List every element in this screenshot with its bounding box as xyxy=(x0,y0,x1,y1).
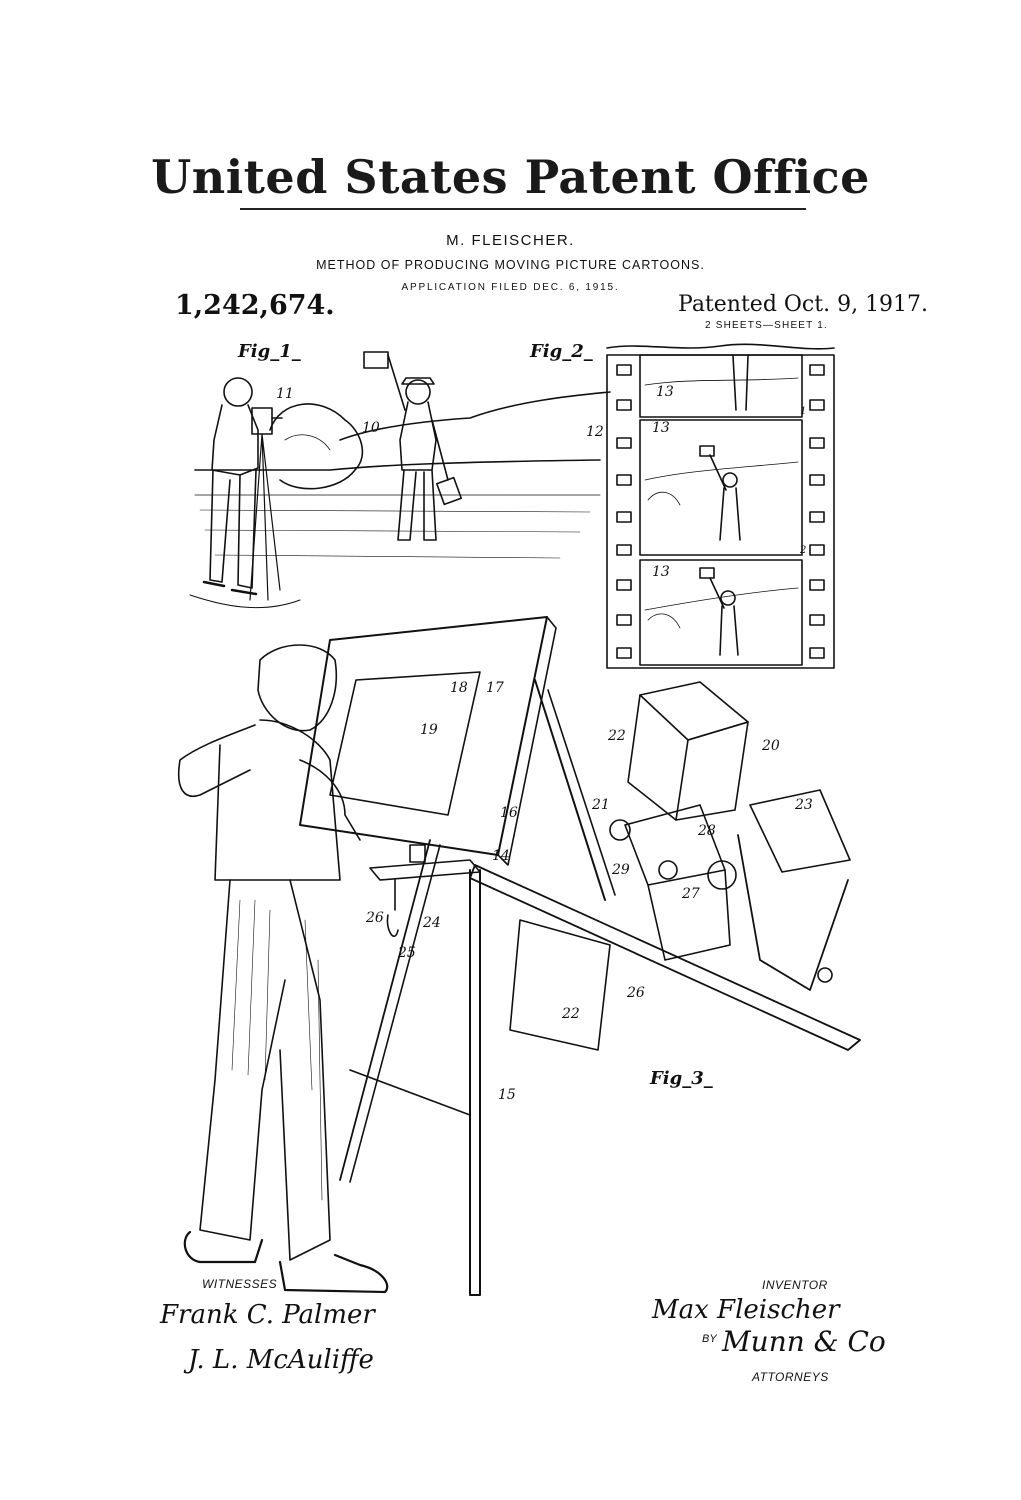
ref-26-a: 26 xyxy=(366,910,384,926)
cameraman-body xyxy=(212,405,258,475)
ref-15: 15 xyxy=(498,1087,516,1103)
fig2-label: Fig_2_ xyxy=(530,341,593,362)
ref-22-b: 22 xyxy=(562,1006,580,1022)
flag-raised xyxy=(364,352,388,368)
ref-26-b: 26 xyxy=(627,985,645,1001)
light-box-22 xyxy=(510,920,610,1050)
by-label: BY xyxy=(702,1333,717,1345)
attorneys-label: ATTORNEYS xyxy=(752,1370,829,1384)
ref-22-a: 22 xyxy=(608,728,626,744)
ref-28: 28 xyxy=(698,823,716,839)
attorney-signature: Munn & Co xyxy=(722,1325,886,1358)
witness-signature-1: Frank C. Palmer xyxy=(160,1300,375,1330)
ref-11: 11 xyxy=(276,386,294,402)
ref-20: 20 xyxy=(762,738,780,754)
ink-shelf xyxy=(370,860,480,880)
inventor-name: M. FLEISCHER. xyxy=(446,232,575,249)
artist-right-shoe xyxy=(280,1255,387,1292)
artist-right-leg xyxy=(280,880,330,1260)
ref-12: 12 xyxy=(586,424,604,440)
flag-lowered xyxy=(437,478,461,505)
ref-19: 19 xyxy=(420,722,438,738)
patent-office-heading: United States Patent Office xyxy=(151,150,870,204)
ref-27: 27 xyxy=(682,886,700,902)
ref-17: 17 xyxy=(486,680,504,696)
artist-head xyxy=(258,645,336,731)
artist-left-leg xyxy=(200,880,285,1240)
fig1-label: Fig_1_ xyxy=(238,341,301,362)
patent-number: 1,242,674. xyxy=(175,290,335,321)
inventor-label: INVENTOR xyxy=(762,1278,828,1292)
ref-1: 1 xyxy=(800,406,807,417)
fig3-easel xyxy=(179,617,860,1295)
ref-10: 10 xyxy=(362,420,380,436)
ref-24: 24 xyxy=(423,915,441,931)
easel-post xyxy=(470,870,480,1295)
ref-25: 25 xyxy=(398,945,416,961)
invention-title: METHOD OF PRODUCING MOVING PICTURE CARTOONS. xyxy=(316,258,705,272)
cameraman-head xyxy=(224,378,252,406)
witness-signature-2: J. L. McAuliffe xyxy=(188,1345,374,1375)
ref-16: 16 xyxy=(500,805,518,821)
ink-bottle xyxy=(410,845,425,862)
ref-21: 21 xyxy=(592,797,610,813)
ref-14: 14 xyxy=(492,848,510,864)
knob-29 xyxy=(659,861,677,879)
application-filed: APPLICATION FILED DEC. 6, 1915. xyxy=(401,282,620,293)
ref-13-a: 13 xyxy=(656,384,674,400)
witnesses-label: WITNESSES xyxy=(202,1277,278,1291)
patented-date: Patented Oct. 9, 1917. xyxy=(678,292,929,317)
artist-vest xyxy=(215,720,340,880)
fig2-film-strip xyxy=(607,344,834,668)
ref-2: 2 xyxy=(800,545,807,556)
ref-29: 29 xyxy=(612,862,630,878)
artist-arm xyxy=(179,725,255,796)
condenser-lens xyxy=(708,861,736,889)
ref-18: 18 xyxy=(450,680,468,696)
lamp-house-23 xyxy=(738,835,848,990)
fig1-scene xyxy=(190,352,610,608)
fig3-label: Fig_3_ xyxy=(650,1068,713,1089)
ref-23: 23 xyxy=(795,797,813,813)
sheet-count: 2 SHEETS—SHEET 1. xyxy=(705,320,829,331)
inventor-signature: Max Fleischer xyxy=(652,1295,840,1325)
ref-13-b: 13 xyxy=(652,420,670,436)
ref-13-c: 13 xyxy=(652,564,670,580)
